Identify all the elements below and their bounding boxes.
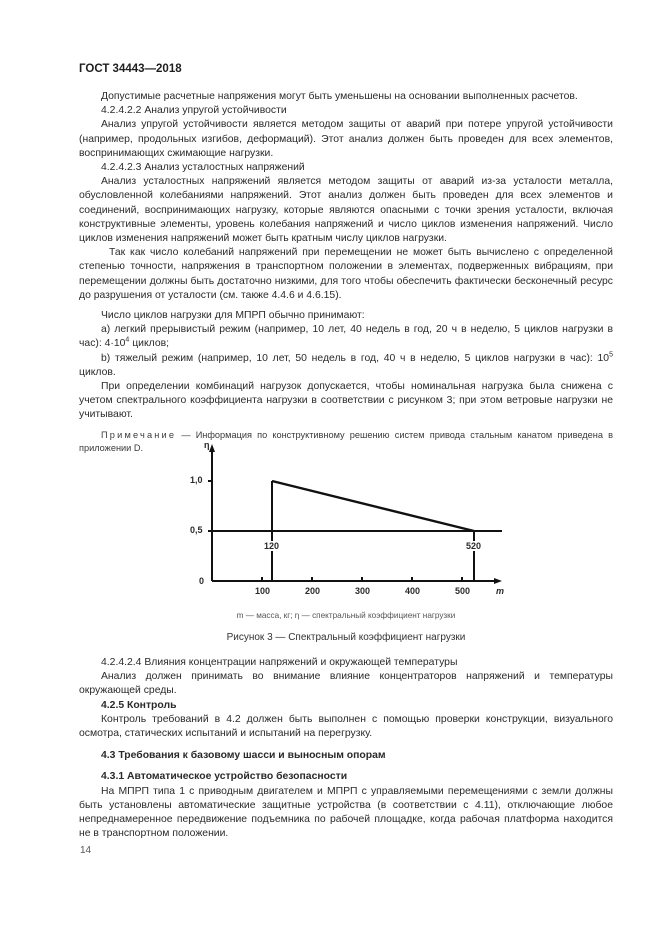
annotation-520: 520 xyxy=(466,541,482,551)
x-tick-label-500: 500 xyxy=(455,586,471,596)
y-axis-arrow-icon xyxy=(209,444,215,452)
x-tick-label-200: 200 xyxy=(305,586,321,596)
y-axis-label: η xyxy=(204,440,210,450)
note-label: Примечание xyxy=(101,429,177,440)
figure-3-chart xyxy=(170,440,530,615)
heading-4-3-1: 4.3.1 Автоматическое устройство безопасности xyxy=(101,771,348,783)
spectral-factor-plot xyxy=(170,440,530,615)
y-tick-label-1-0: 1,0 xyxy=(190,475,203,485)
document-header: ГОСТ 34443—2018 xyxy=(79,63,182,75)
paragraph-stress-concentration: Анализ должен принимать во внимание влияние концентраторов напряжений и температуры окружающей среды. xyxy=(79,671,613,697)
heading-4-2-5: 4.2.5 Контроль xyxy=(101,699,177,711)
section-lower xyxy=(79,656,613,841)
paragraph-fatigue-analysis: Анализ усталостных напряжений является методом защиты от аварий из-за усталости металла, обусловленной колебаниями напряжений. Этот анализ должен быть проведен для всех элементов и соединений, воспринимающих нагрузку, которые являются опасными с точки зрения усталости, включая конструктивные элементы, уровень колебания напряжений и число циклов изменения напряжений. Число циклов изменения напряжений может быть кратным числу циклов нагрузки. xyxy=(79,176,613,245)
x-tick-label-300: 300 xyxy=(355,586,371,596)
paragraph-auto-safety-device: На МПРП типа 1 с приводным двигателем и МПРП с управляемыми перемещениями с земли должны быть установлены автоматические защитные устройства (в соответствии с 4.11), отключающие любое непреднамеренное передвижение подъемника по рабочей площадке, когда рабочая платформа находится не в транспортном положении. xyxy=(79,785,613,840)
list-item-b: b) тяжелый режим (например, 10 лет, 50 недель в год, 40 ч в неделю, 5 циклов нагрузки в час): $10^5$ циклов. xyxy=(79,351,613,378)
page-number: 14 xyxy=(80,845,92,856)
x-axis-arrow-icon xyxy=(494,578,502,584)
heading-4-2-4-2-2: 4.2.4.2.2 Анализ упругой устойчивости xyxy=(101,105,287,117)
spectral-curve xyxy=(272,481,474,531)
paragraph-transport-vibration: Так как число колебаний напряжений при перемещении не может быть вычислено с определенной степенью точности, напряжения в транспортном положении в элементах, подверженных вибрациям, при перемещении должны быть достаточно низкими, для того чтобы обеспечить фактически бесконечный ресурс до разрушения от усталости (см. также 4.4.6 и 4.6.15). xyxy=(79,247,613,301)
x-axis-label: m xyxy=(496,586,505,596)
figure-legend: m — масса, кг; η — спектральный коэффициент нагрузки xyxy=(236,611,456,620)
heading-4-2-4-2-3: 4.2.4.2.3 Анализ усталостных напряжений xyxy=(101,162,305,174)
note: Примечание — Информация по конструктивному решению систем привода стальным канатом приведена в приложении D. xyxy=(79,429,613,453)
list-item-a: a) легкий прерывистый режим (например, 10 лет, 40 недель в год, 20 ч в неделю, 5 циклов нагрузки в час): $4\cdot 10^4$ циклов; xyxy=(79,324,613,350)
x-tick-label-400: 400 xyxy=(405,586,421,596)
paragraph-control: Контроль требований в 4.2 должен быть выполнен с помощью проверки конструкции, визуального осмотра, статических испытаний и испытаний на перегрузку. xyxy=(79,713,613,740)
x-tick-label-100: 100 xyxy=(255,586,271,596)
paragraph-load-combinations: При определении комбинаций нагрузок допускается, чтобы номинальная нагрузка была снижена с учетом спектрального коэффициента нагрузки в соответствии с рисунком 3; при этом ветровые нагрузки не учитывают. xyxy=(79,381,613,421)
figure-caption: Рисунок 3 — Спектральный коэффициент нагрузки xyxy=(226,632,466,643)
paragraph-elastic-stability: Анализ упругой устойчивости является методом защиты от аварий при потере упругой устойчивости (например, продольных изгибов, деформаций). Этот анализ должен быть проведен для всех элементов, воспринимающих сжимающие нагрузки. xyxy=(79,119,613,159)
annotation-120: 120 xyxy=(264,541,280,551)
heading-4-3: 4.3 Требования к базовому шасси и выносным опорам xyxy=(101,750,386,762)
paragraph-allowable-stress: Допустимые расчетные напряжения могут быть уменьшены на основании выполненных расчетов. xyxy=(101,91,578,102)
y-tick-label-0-5: 0,5 xyxy=(190,525,203,535)
y-tick-label-0: 0 xyxy=(199,576,205,586)
paragraph-load-cycles-intro: Число циклов нагрузки для МПРП обычно принимают: xyxy=(101,310,365,322)
section-upper xyxy=(79,90,613,455)
heading-4-2-4-2-4: 4.2.4.2.4 Влияния концентрации напряжений и окружающей температуры xyxy=(101,657,458,668)
